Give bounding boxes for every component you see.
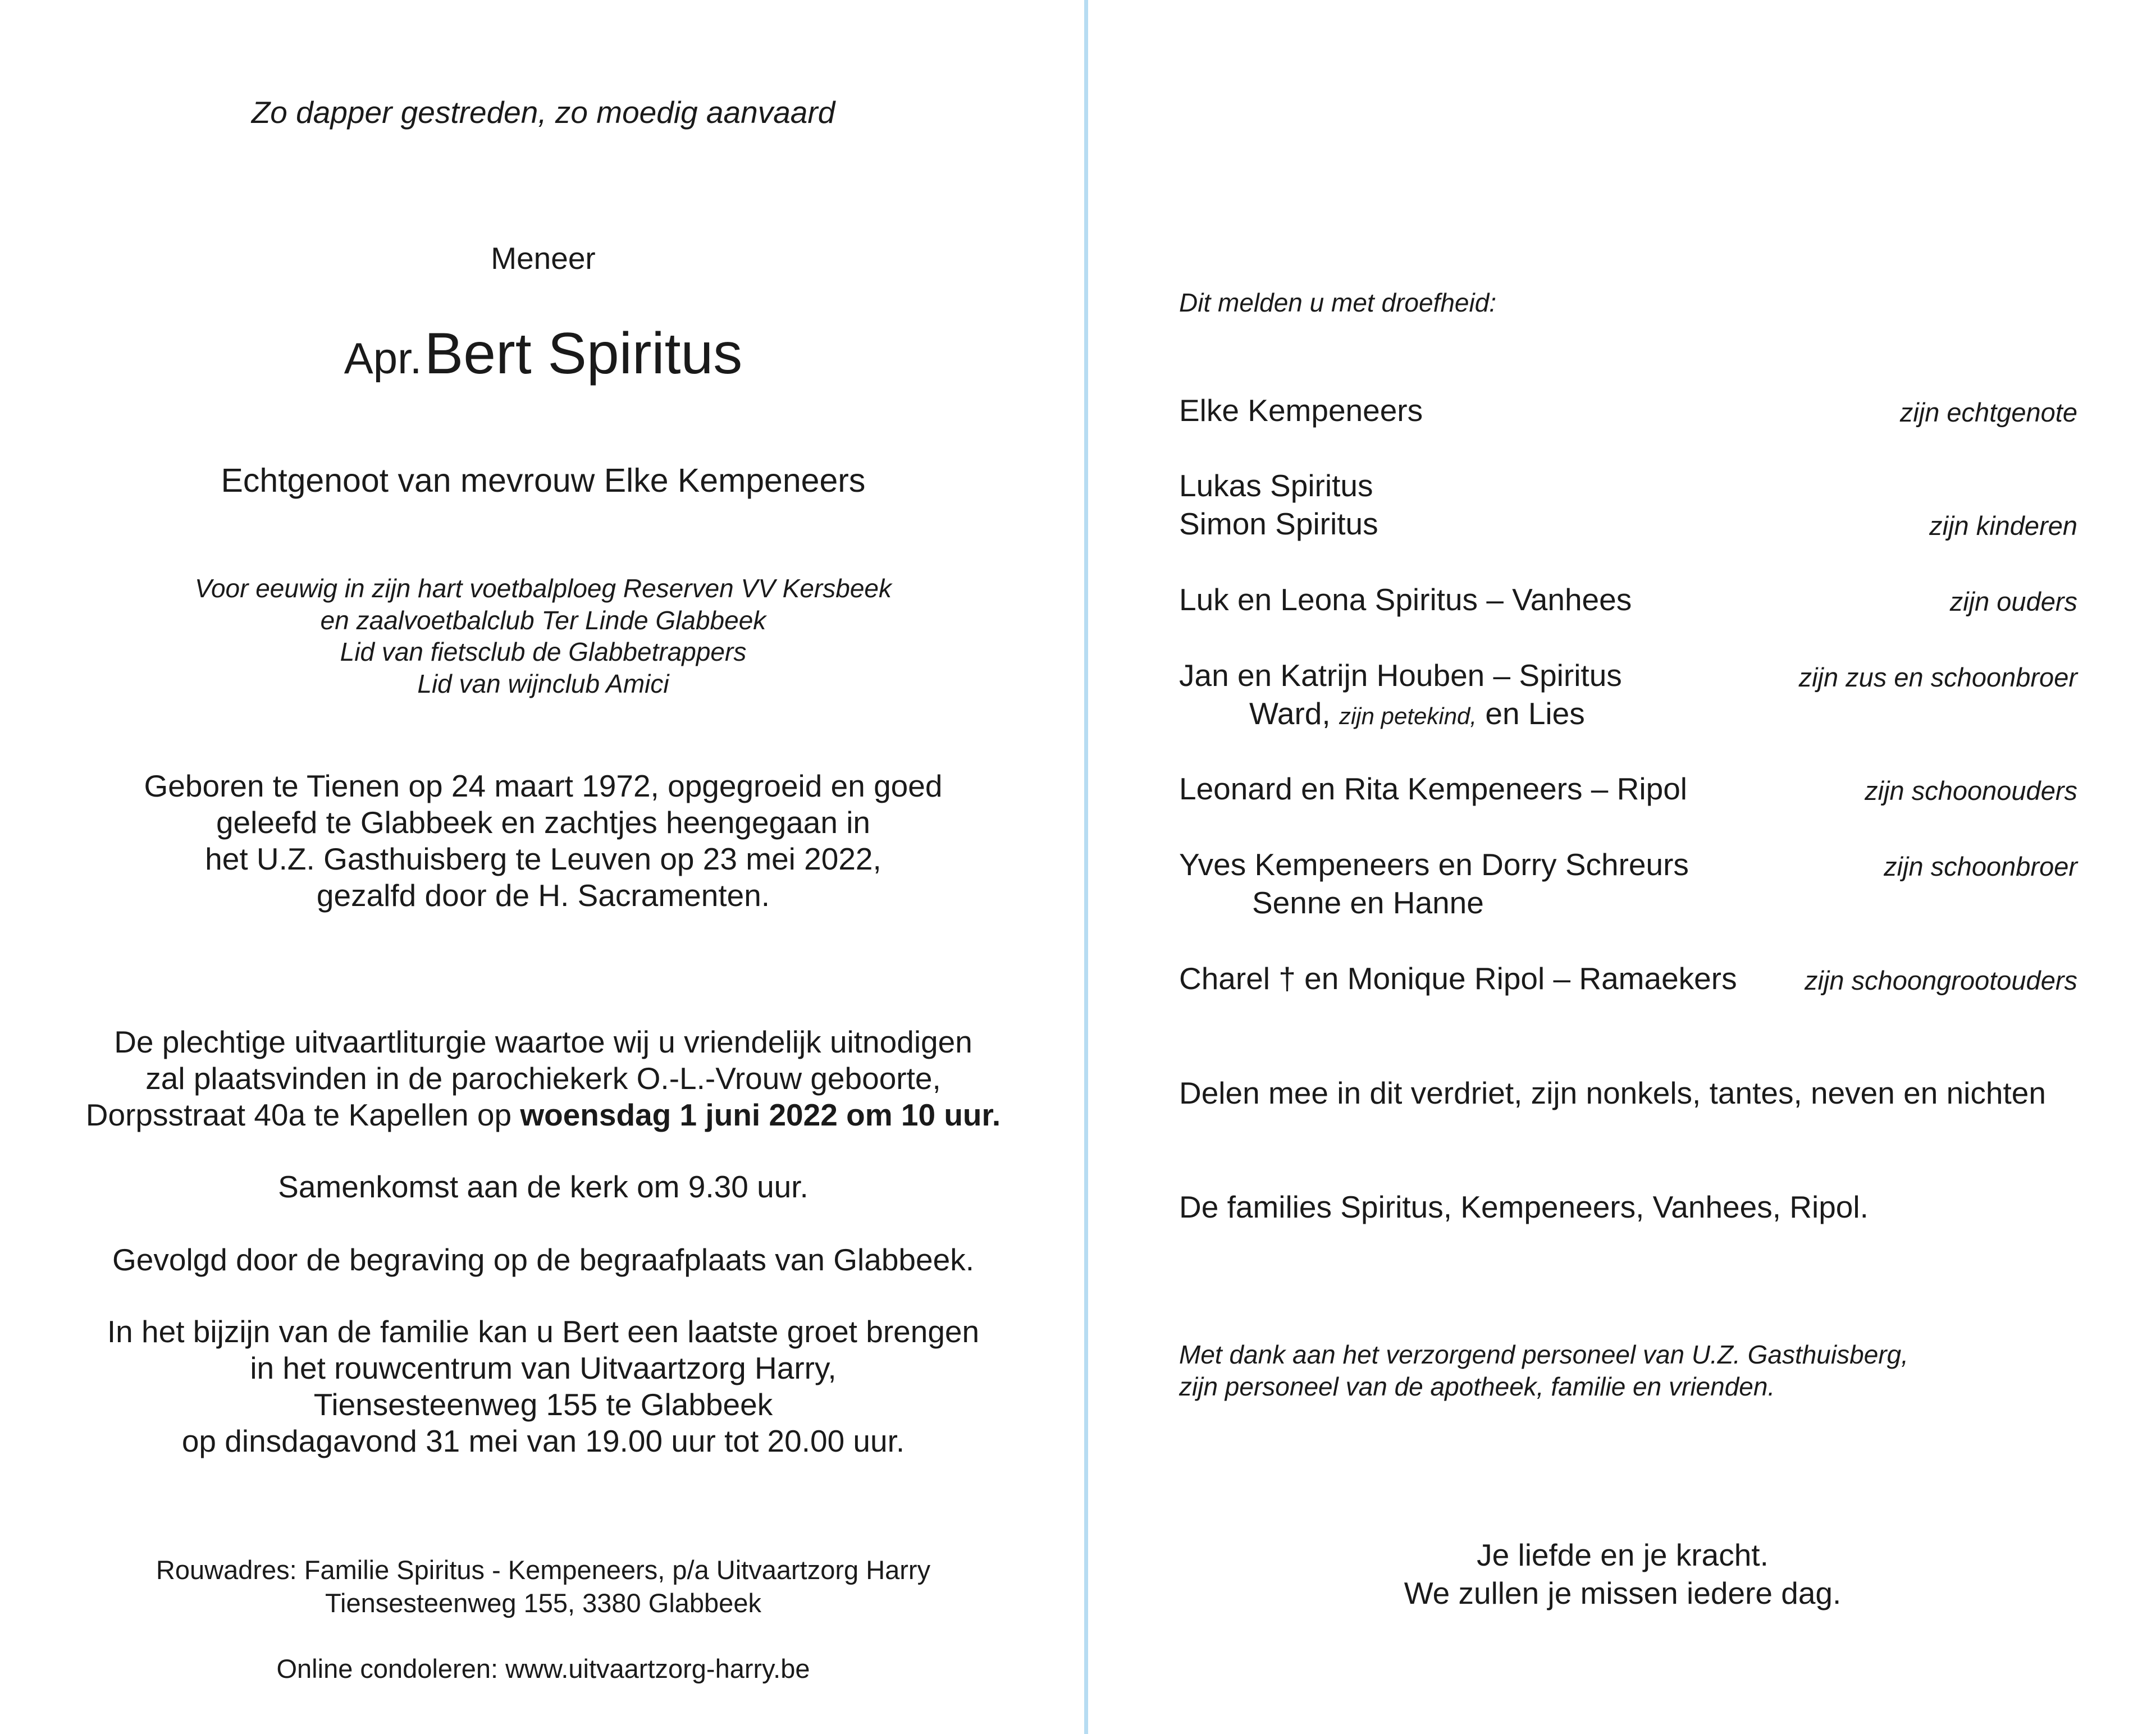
family-row: [1179, 770, 2077, 808]
share-line: Delen mee in dit verdriet, zijn nonkels, tantes, neven en nichten: [1179, 1076, 2046, 1110]
memberships: [0, 573, 1086, 699]
family-relation: zijn zus en schoonbroer: [1798, 662, 2077, 692]
funeral-date: woensdag 1 juni 2022 om 10 uur.: [520, 1097, 1001, 1132]
family-name: Lukas Spiritus: [1179, 468, 1373, 503]
deceased-name: [0, 323, 1086, 402]
spouse-line: [0, 461, 1086, 500]
spouse-line-prefix: Echtgenoot van mevrouw: [221, 462, 595, 499]
closing-line: Je liefde en je kracht.: [1477, 1538, 1769, 1572]
grandchild-name: Ward,: [1249, 696, 1331, 731]
visit-line: in het rouwcentrum van Uitvaartzorg Harry,: [250, 1351, 837, 1385]
family-row: [1179, 466, 2077, 543]
birth-line: het U.Z. Gasthuisberg te Leuven op 23 mei 2022,: [205, 841, 881, 876]
closing-verse: [1089, 1536, 2156, 1612]
family-row: [1179, 845, 2077, 922]
membership-line: en zaalvoetbalclub Ter Linde Glabbeek: [320, 605, 766, 635]
birth-line: gezalfd door de H. Sacramenten.: [316, 878, 770, 913]
family-relation: zijn echtgenote: [1899, 397, 2077, 427]
godchild-note: zijn petekind,: [1339, 703, 1477, 729]
family-relation: zijn schoonbroer: [1884, 852, 2077, 881]
visit-line: op dinsdagavond 31 mei van 19.00 uur tot 20.00 uur.: [181, 1424, 905, 1458]
funeral-line: zal plaatsvinden in de parochiekerk O.-L.-Vrouw geboorte,: [145, 1061, 941, 1096]
address-line: Rouwadres: Familie Spiritus - Kempeneers, p/a Uitvaartzorg Harry: [156, 1555, 931, 1585]
name-prefix: Apr.: [344, 333, 422, 383]
address-line: Tiensesteenweg 155, 3380 Glabbeek: [325, 1588, 761, 1618]
family-relation: zijn schoongrootouders: [1805, 966, 2077, 995]
family-name: Charel † en Monique Ripol – Ramaekers: [1179, 961, 1737, 996]
gathering-time: Samenkomst aan de kerk om 9.30 uur.: [278, 1169, 808, 1204]
motto: Zo dapper gestreden, zo moedig aanvaard: [251, 95, 835, 130]
birth-line: Geboren te Tienen op 24 maart 1972, opgegroeid en goed: [144, 768, 943, 803]
visit-line: In het bijzijn van de familie kan u Bert een laatste groet brengen: [107, 1314, 980, 1349]
name-main: Bert Spiritus: [424, 321, 743, 386]
membership-line: Lid van wijnclub Amici: [417, 669, 669, 698]
grandchild-name: en Lies: [1485, 696, 1585, 731]
family-name: Yves Kempeneers en Dorry Schreurs: [1179, 847, 1689, 882]
family-row: [1179, 391, 2077, 429]
visit-line: Tiensesteenweg 155 te Glabbeek: [313, 1387, 773, 1422]
funeral-paragraph: [0, 1024, 1086, 1133]
family-relation: zijn kinderen: [1929, 511, 2077, 541]
funeral-line-prefix: Dorpsstraat 40a te Kapellen op: [85, 1097, 512, 1132]
family-name: Elke Kempeneers: [1179, 393, 1423, 428]
burial-info: Gevolgd door de begraving op de begraafplaats van Glabbeek.: [112, 1242, 974, 1277]
family-name: Senne en Hanne: [1252, 885, 1484, 920]
membership-line: Voor eeuwig in zijn hart voetbalploeg Reserven VV Kersbeek: [194, 574, 892, 603]
mourning-address: [0, 1553, 1086, 1619]
spouse-name: Elke Kempeneers: [604, 462, 866, 499]
thanks-paragraph: [1179, 1339, 2077, 1403]
salutation: Meneer: [491, 241, 596, 276]
family-row: [1179, 656, 2077, 733]
visit-paragraph: [0, 1314, 1086, 1460]
family-name: Luk en Leona Spiritus – Vanhees: [1179, 582, 1632, 617]
online-condolence: Online condoleren: www.uitvaartzorg-harry.be: [276, 1654, 810, 1683]
family-relation: zijn ouders: [1949, 587, 2077, 616]
birth-paragraph: [0, 768, 1086, 914]
family-name: Simon Spiritus: [1179, 506, 1378, 541]
funeral-line: [0, 1097, 1086, 1133]
birth-line: geleefd te Glabbeek en zachtjes heengegaan in: [216, 805, 871, 840]
family-row: [1179, 580, 2077, 619]
intro-line: Dit melden u met droefheid:: [1179, 288, 1497, 317]
family-name: Jan en Katrijn Houben – Spiritus: [1179, 658, 1622, 693]
closing-line: We zullen je missen iedere dag.: [1404, 1576, 1842, 1611]
thanks-line: Met dank aan het verzorgend personeel van U.Z. Gasthuisberg,: [1179, 1340, 1908, 1369]
membership-line: Lid van fietsclub de Glabbetrappers: [340, 637, 747, 667]
family-row: [1179, 959, 2077, 998]
grandchildren-line: [1179, 694, 2077, 733]
funeral-line: De plechtige uitvaartliturgie waartoe wij u vriendelijk uitnodigen: [114, 1024, 972, 1059]
family-name: Leonard en Rita Kempeneers – Ripol: [1179, 771, 1688, 806]
family-relation: zijn schoonouders: [1865, 776, 2077, 806]
families-line: De families Spiritus, Kempeneers, Vanhees, Ripol.: [1179, 1189, 1869, 1224]
thanks-line: zijn personeel van de apotheek, familie en vrienden.: [1179, 1372, 1775, 1401]
